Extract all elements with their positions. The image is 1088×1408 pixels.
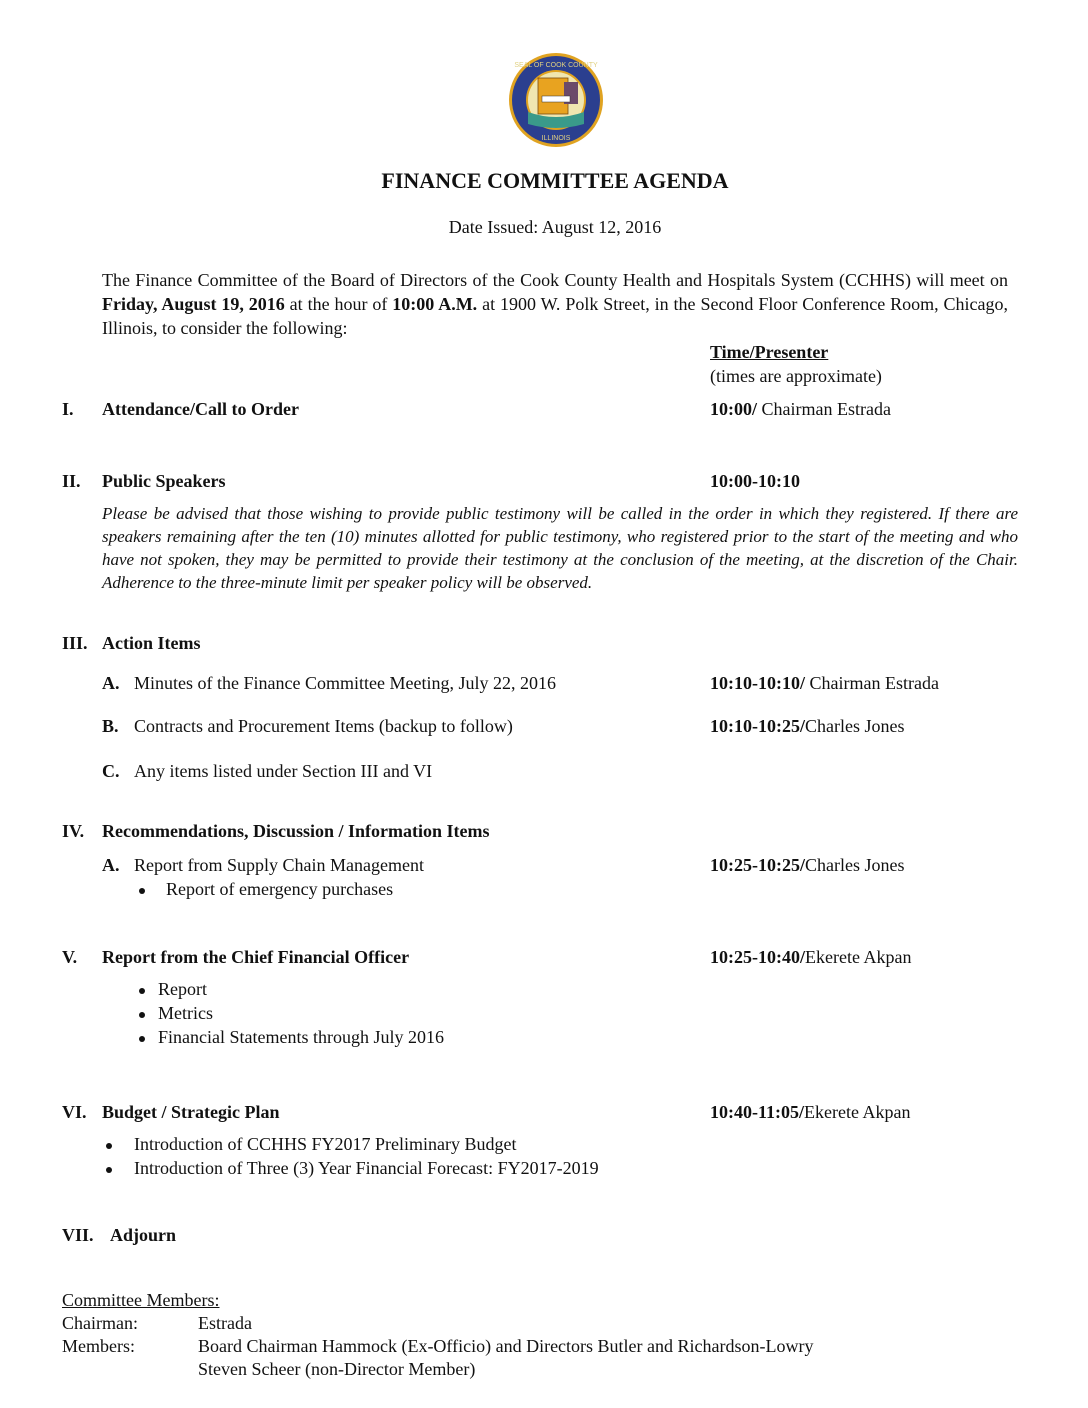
svg-text:ILLINOIS: ILLINOIS <box>541 135 571 142</box>
bullet-text: Introduction of Three (3) Year Financial Forecast: FY2017-2019 <box>134 1158 599 1178</box>
time: 10:10-10:25/ <box>710 716 805 736</box>
time: 10:00-10:10 <box>710 471 800 491</box>
date-issued: Date Issued: August 12, 2016 <box>448 217 662 237</box>
bullet-icon <box>106 1143 112 1149</box>
bullet-item <box>106 1158 599 1179</box>
item-letter: A. <box>102 855 120 875</box>
bullet-item <box>139 979 207 1000</box>
section-numeral: II. <box>62 471 81 491</box>
time: 10:25-10:40/ <box>710 947 805 967</box>
time: 10:00/ <box>710 399 757 419</box>
intro-text: The Finance Committee of the Board of Directors of the Cook County Health and Hospitals System (CCHHS) will meet on <box>102 270 1008 290</box>
cook-county-seal-icon <box>508 52 604 148</box>
section-title: Report from the Chief Financial Officer <box>102 947 410 967</box>
bullet-item <box>106 1134 516 1155</box>
bullet-icon <box>139 1012 145 1018</box>
bullet-icon <box>139 1036 145 1042</box>
section-numeral: V. <box>62 947 78 967</box>
intro-text: at 1900 W. Polk Street, in the Second Floor Conference Room, Chicago, Illinois, to consider the following: <box>102 294 1009 338</box>
item-text: Report from Supply Chain Management <box>134 855 424 875</box>
section-time <box>710 947 911 968</box>
section-time <box>710 471 800 492</box>
section-numeral: I. <box>62 399 74 419</box>
meeting-date: Friday, August 19, 2016 <box>102 294 285 314</box>
item-letter: B. <box>102 716 119 736</box>
chairman-value: Estrada <box>198 1313 252 1333</box>
section-title: Public Speakers <box>102 471 226 491</box>
time-presenter-note: (times are approximate) <box>710 366 882 386</box>
bullet-text: Report <box>158 979 207 999</box>
section-time <box>710 1102 910 1123</box>
bullet-icon <box>139 988 145 994</box>
bullet-text: Metrics <box>158 1003 213 1023</box>
section-title: Attendance/Call to Order <box>102 399 299 419</box>
time: 10:10-10:10/ <box>710 673 805 693</box>
members-line-1: Board Chairman Hammock (Ex-Officio) and Directors Butler and Richardson-Lowry <box>198 1336 814 1356</box>
time: 10:25-10:25/ <box>710 855 805 875</box>
section-numeral: III. <box>62 633 88 653</box>
presenter: Ekerete Akpan <box>804 1102 911 1122</box>
item-text: Contracts and Procurement Items (backup to follow) <box>134 716 513 736</box>
committee-heading: Committee Members: <box>62 1290 220 1310</box>
bullet-text: Report of emergency purchases <box>166 879 394 899</box>
bullet-text: Introduction of CCHHS FY2017 Preliminary Budget <box>134 1134 517 1154</box>
section-time <box>710 399 891 420</box>
bullet-item <box>139 879 393 900</box>
item-letter: C. <box>102 761 120 781</box>
section-title: Budget / Strategic Plan <box>102 1102 280 1122</box>
item-letter: A. <box>102 673 120 693</box>
bullet-icon <box>106 1167 112 1173</box>
item-time <box>710 855 904 876</box>
section-title: Adjourn <box>110 1225 177 1245</box>
time-presenter-heading: Time/Presenter <box>710 342 829 362</box>
members-line-2: Steven Scheer (non-Director Member) <box>198 1359 476 1379</box>
bullet-item <box>139 1003 213 1024</box>
section-numeral: IV. <box>62 821 85 841</box>
presenter: Ekerete Akpan <box>804 947 912 967</box>
public-speakers-note: Please be advised that those wishing to provide public testimony will be called in the order in which they registered. If there are speakers remaining after the ten (10) minutes allotted for public testimony, who registered prior to the start of the meeting and who have not spoken, they may be permitted to provide their testimony at the conclusion of the meeting, at the discretion of the Chair. Adherence to the three-minute limit per speaker policy will be observed. <box>102 504 1018 592</box>
item-text: Minutes of the Finance Committee Meeting, July 22, 2016 <box>134 673 556 693</box>
bullet-text: Financial Statements through July 2016 <box>158 1027 444 1047</box>
intro-text: at the hour of <box>284 294 393 314</box>
item-time <box>710 673 939 694</box>
item-time <box>710 716 904 737</box>
meeting-time: 10:00 A.M. <box>392 294 478 314</box>
chairman-label: Chairman: <box>62 1313 138 1333</box>
bullet-item <box>139 1027 444 1048</box>
presenter: Charles Jones <box>804 855 905 875</box>
page-title: FINANCE COMMITTEE AGENDA <box>381 168 729 193</box>
presenter: Charles Jones <box>804 716 905 736</box>
time: 10:40-11:05/ <box>710 1102 804 1122</box>
presenter: Chairman Estrada <box>804 673 939 693</box>
section-title: Recommendations, Discussion / Information Items <box>102 821 490 841</box>
item-text: Any items listed under Section III and VI <box>134 761 433 781</box>
section-numeral: VII. <box>62 1225 94 1245</box>
presenter: Chairman Estrada <box>757 399 891 419</box>
svg-text:SEAL OF COOK COUNTY: SEAL OF COOK COUNTY <box>514 62 598 69</box>
intro-paragraph <box>102 268 1008 340</box>
bullet-icon <box>139 888 145 894</box>
section-title: Action Items <box>102 633 201 653</box>
section-numeral: VI. <box>62 1102 87 1122</box>
members-label: Members: <box>62 1336 135 1356</box>
